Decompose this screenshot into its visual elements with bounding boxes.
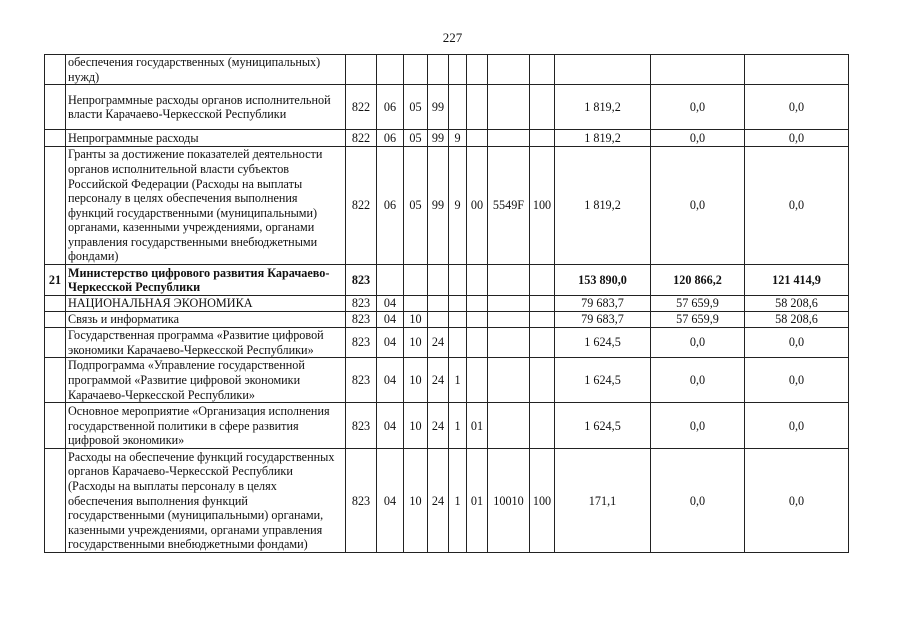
row-number: [45, 358, 66, 403]
amount-year-3: 0,0: [745, 328, 849, 358]
row-name: Министерство цифрового развития Карачаево-Черкесской Республики: [66, 265, 346, 296]
measure-code: 01: [467, 449, 488, 553]
admin-code: [346, 55, 377, 85]
subsection-code: [404, 55, 428, 85]
amount-year-1: [555, 55, 651, 85]
program-code: 24: [428, 403, 449, 449]
table-row: [45, 312, 849, 328]
subprogram-code: [449, 55, 467, 85]
direction-code: [488, 358, 530, 403]
section-code: 04: [377, 358, 404, 403]
amount-year-3: 58 208,6: [745, 312, 849, 328]
amount-year-1: 79 683,7: [555, 296, 651, 312]
row-name: Государственная программа «Развитие цифровой экономики Карачаево-Черкесской Республики»: [66, 328, 346, 358]
amount-year-2: 0,0: [651, 85, 745, 130]
program-code: 99: [428, 147, 449, 265]
direction-code: [488, 55, 530, 85]
direction-code: [488, 85, 530, 130]
section-code: 06: [377, 130, 404, 147]
table-row: [45, 55, 849, 85]
expense-type-code: [530, 55, 555, 85]
amount-year-3: 58 208,6: [745, 296, 849, 312]
direction-code: [488, 296, 530, 312]
admin-code: 822: [346, 85, 377, 130]
subprogram-code: [449, 265, 467, 296]
amount-year-3: 0,0: [745, 147, 849, 265]
row-number: [45, 449, 66, 553]
program-code: [428, 312, 449, 328]
amount-year-3: 0,0: [745, 449, 849, 553]
direction-code: 10010: [488, 449, 530, 553]
amount-year-1: 1 624,5: [555, 403, 651, 449]
row-number: [45, 312, 66, 328]
amount-year-1: 1 819,2: [555, 130, 651, 147]
subsection-code: 10: [404, 403, 428, 449]
section-code: 06: [377, 85, 404, 130]
expense-type-code: [530, 265, 555, 296]
expense-type-code: [530, 130, 555, 147]
program-code: 24: [428, 328, 449, 358]
direction-code: [488, 328, 530, 358]
amount-year-1: 1 624,5: [555, 358, 651, 403]
table-row: [45, 296, 849, 312]
expense-type-code: [530, 358, 555, 403]
table-row: [45, 358, 849, 403]
admin-code: 823: [346, 403, 377, 449]
row-number: [45, 55, 66, 85]
subsection-code: 10: [404, 449, 428, 553]
subsection-code: 10: [404, 312, 428, 328]
amount-year-2: 120 866,2: [651, 265, 745, 296]
program-code: [428, 296, 449, 312]
expense-type-code: [530, 296, 555, 312]
admin-code: 822: [346, 147, 377, 265]
amount-year-2: 0,0: [651, 403, 745, 449]
amount-year-2: 57 659,9: [651, 296, 745, 312]
amount-year-2: 0,0: [651, 147, 745, 265]
measure-code: 00: [467, 147, 488, 265]
row-name: Непрограммные расходы: [66, 130, 346, 147]
row-number: [45, 130, 66, 147]
program-code: [428, 55, 449, 85]
row-name: Гранты за достижение показателей деятельности органов исполнительной власти субъектов Российской Федерации (Расходы на выплаты персоналу в целях обеспечения выполнения функций государственными (муниципальными) органами, казенными учреждениями, органами управления государственными внебюджетными фондами): [66, 147, 346, 265]
subprogram-code: 9: [449, 147, 467, 265]
row-number: [45, 296, 66, 312]
subprogram-code: [449, 85, 467, 130]
expense-type-code: 100: [530, 449, 555, 553]
measure-code: [467, 265, 488, 296]
subprogram-code: [449, 296, 467, 312]
subsection-code: [404, 265, 428, 296]
row-number: 21: [45, 265, 66, 296]
page-number: 227: [442, 30, 463, 45]
amount-year-1: 1 624,5: [555, 328, 651, 358]
table-row: [45, 403, 849, 449]
program-code: [428, 265, 449, 296]
expense-type-code: [530, 403, 555, 449]
amount-year-1: 1 819,2: [555, 147, 651, 265]
direction-code: [488, 265, 530, 296]
admin-code: 823: [346, 358, 377, 403]
row-number: [45, 85, 66, 130]
expense-type-code: [530, 312, 555, 328]
expense-type-code: [530, 85, 555, 130]
section-code: 04: [377, 403, 404, 449]
section-code: 04: [377, 449, 404, 553]
measure-code: [467, 358, 488, 403]
amount-year-1: 79 683,7: [555, 312, 651, 328]
amount-year-3: 0,0: [745, 130, 849, 147]
amount-year-1: 171,1: [555, 449, 651, 553]
measure-code: 01: [467, 403, 488, 449]
section-code: 04: [377, 328, 404, 358]
subprogram-code: [449, 312, 467, 328]
amount-year-2: 0,0: [651, 328, 745, 358]
admin-code: 823: [346, 449, 377, 553]
section-code: 04: [377, 296, 404, 312]
subsection-code: 10: [404, 328, 428, 358]
table-row: [45, 265, 849, 296]
table-row: [45, 147, 849, 265]
subprogram-code: 1: [449, 403, 467, 449]
admin-code: 823: [346, 312, 377, 328]
subprogram-code: 1: [449, 449, 467, 553]
measure-code: [467, 55, 488, 85]
measure-code: [467, 328, 488, 358]
admin-code: 823: [346, 328, 377, 358]
row-name: Непрограммные расходы органов исполнительной власти Карачаево-Черкесской Республики: [66, 85, 346, 130]
amount-year-2: 0,0: [651, 358, 745, 403]
subsection-code: 05: [404, 130, 428, 147]
section-code: 04: [377, 312, 404, 328]
budget-table: [44, 54, 849, 553]
measure-code: [467, 130, 488, 147]
program-code: 24: [428, 358, 449, 403]
expense-type-code: [530, 328, 555, 358]
amount-year-2: 0,0: [651, 449, 745, 553]
section-code: [377, 265, 404, 296]
section-code: 06: [377, 147, 404, 265]
subsection-code: 05: [404, 85, 428, 130]
measure-code: [467, 312, 488, 328]
table-row: [45, 85, 849, 130]
subprogram-code: 9: [449, 130, 467, 147]
amount-year-3: 0,0: [745, 403, 849, 449]
row-number: [45, 403, 66, 449]
table-row: [45, 328, 849, 358]
admin-code: 823: [346, 265, 377, 296]
subsection-code: 05: [404, 147, 428, 265]
amount-year-3: 0,0: [745, 358, 849, 403]
admin-code: 823: [346, 296, 377, 312]
program-code: 99: [428, 85, 449, 130]
program-code: 99: [428, 130, 449, 147]
amount-year-3: 0,0: [745, 85, 849, 130]
measure-code: [467, 296, 488, 312]
direction-code: [488, 130, 530, 147]
direction-code: [488, 403, 530, 449]
row-name: НАЦИОНАЛЬНАЯ ЭКОНОМИКА: [66, 296, 346, 312]
direction-code: 5549F: [488, 147, 530, 265]
row-name: обеспечения государственных (муниципальных) нужд): [66, 55, 346, 85]
expense-type-code: 100: [530, 147, 555, 265]
amount-year-3: 121 414,9: [745, 265, 849, 296]
table-row: [45, 130, 849, 147]
amount-year-1: 153 890,0: [555, 265, 651, 296]
table-row: [45, 449, 849, 553]
amount-year-2: 57 659,9: [651, 312, 745, 328]
subprogram-code: 1: [449, 358, 467, 403]
subsection-code: 10: [404, 358, 428, 403]
amount-year-3: [745, 55, 849, 85]
subprogram-code: [449, 328, 467, 358]
row-name: Расходы на обеспечение функций государственных органов Карачаево-Черкесской Республики (Расходы на выплаты персоналу в целях обеспечения выполнения функций государственными (муниципальными) органами, казенными учреждениями, органами управления государственными внебюджетными фондами): [66, 449, 346, 553]
admin-code: 822: [346, 130, 377, 147]
section-code: [377, 55, 404, 85]
measure-code: [467, 85, 488, 130]
amount-year-1: 1 819,2: [555, 85, 651, 130]
row-number: [45, 147, 66, 265]
row-name: Связь и информатика: [66, 312, 346, 328]
row-name: Подпрограмма «Управление государственной программой «Развитие цифровой экономики Карачаево-Черкесской Республики»: [66, 358, 346, 403]
subsection-code: [404, 296, 428, 312]
amount-year-2: [651, 55, 745, 85]
row-number: [45, 328, 66, 358]
row-name: Основное мероприятие «Организация исполнения государственной политики в сфере развития цифровой экономики»: [66, 403, 346, 449]
amount-year-2: 0,0: [651, 130, 745, 147]
program-code: 24: [428, 449, 449, 553]
direction-code: [488, 312, 530, 328]
